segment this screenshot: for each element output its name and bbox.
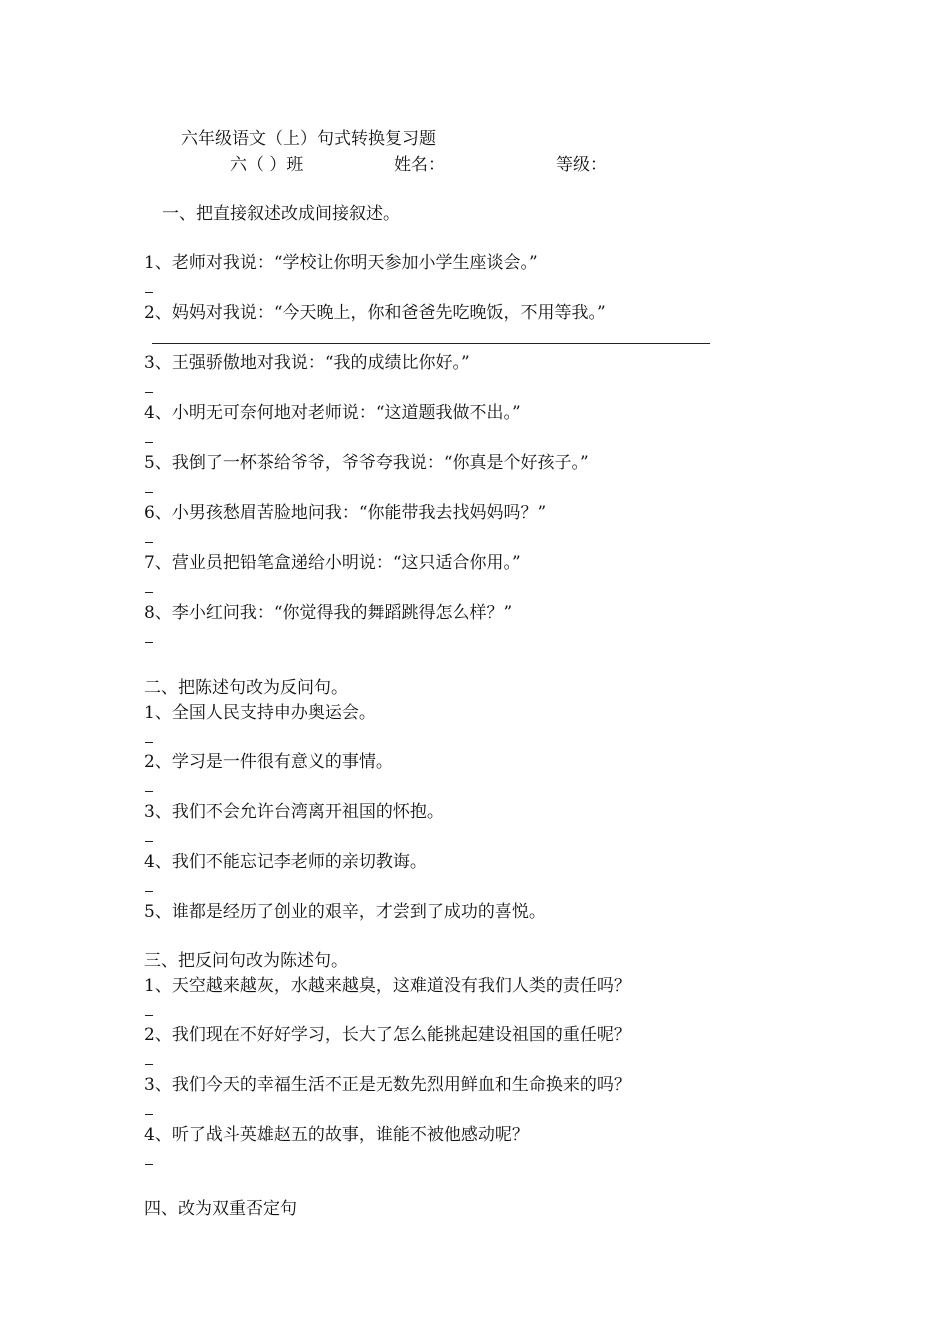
question-item: 2、妈妈对我说：“今天晚上，你和爸爸先吃晚饭，不用等我。” bbox=[144, 303, 606, 323]
answer-line[interactable] bbox=[145, 292, 153, 293]
name-label: 姓名： bbox=[394, 155, 445, 175]
question-item: 4、小明无可奈何地对老师说：“这道题我做不出。” bbox=[144, 403, 521, 423]
answer-line[interactable] bbox=[145, 841, 153, 842]
question-item: 5、谁都是经历了创业的艰辛，才尝到了成功的喜悦。 bbox=[144, 902, 546, 922]
answer-line[interactable] bbox=[145, 642, 153, 643]
class-label: 六（ ）班 bbox=[230, 155, 304, 175]
answer-line[interactable] bbox=[145, 742, 153, 743]
answer-line[interactable] bbox=[145, 592, 153, 593]
answer-line[interactable] bbox=[152, 343, 710, 344]
question-item: 8、李小红问我：“你觉得我的舞蹈跳得怎么样？” bbox=[144, 603, 513, 623]
answer-line[interactable] bbox=[145, 1064, 153, 1065]
question-item: 3、我们今天的幸福生活不正是无数先烈用鲜血和生命换来的吗？ bbox=[144, 1075, 631, 1095]
question-item: 2、我们现在不好好学习，长大了怎么能挑起建设祖国的重任呢？ bbox=[144, 1025, 631, 1045]
question-item: 3、我们不会允许台湾离开祖国的怀抱。 bbox=[144, 802, 444, 822]
section-heading: 四、改为双重否定句 bbox=[144, 1199, 297, 1219]
question-item: 5、我倒了一杯茶给爷爷，爷爷夸我说：“你真是个好孩子。” bbox=[144, 453, 589, 473]
answer-line[interactable] bbox=[145, 492, 153, 493]
question-item: 2、学习是一件很有意义的事情。 bbox=[144, 752, 393, 772]
answer-line[interactable] bbox=[145, 1164, 153, 1165]
question-item: 1、老师对我说：“学校让你明天参加小学生座谈会。” bbox=[144, 253, 538, 273]
question-item: 1、全国人民支持申办奥运会。 bbox=[144, 703, 376, 723]
grade-label: 等级： bbox=[556, 155, 607, 175]
question-item: 4、听了战斗英雄赵五的故事，谁能不被他感动呢？ bbox=[144, 1125, 529, 1145]
answer-line[interactable] bbox=[145, 891, 153, 892]
answer-line[interactable] bbox=[145, 392, 153, 393]
answer-line[interactable] bbox=[145, 1114, 153, 1115]
page-title: 六年级语文（上）句式转换复习题 bbox=[181, 129, 436, 149]
answer-line[interactable] bbox=[145, 442, 153, 443]
question-item: 1、天空越来越灰，水越来越臭，这难道没有我们人类的责任吗？ bbox=[144, 976, 631, 996]
answer-line[interactable] bbox=[145, 1015, 153, 1016]
question-item: 3、王强骄傲地对我说：“我的成绩比你好。” bbox=[144, 353, 470, 373]
section-heading: 三、把反问句改为陈述句。 bbox=[144, 951, 348, 971]
answer-line[interactable] bbox=[145, 542, 153, 543]
answer-line[interactable] bbox=[145, 791, 153, 792]
question-item: 6、小男孩愁眉苦脸地问我：“你能带我去找妈妈吗？” bbox=[144, 503, 547, 523]
section-heading: 二、把陈述句改为反问句。 bbox=[144, 678, 348, 698]
section-heading: 一、把直接叙述改成间接叙述。 bbox=[162, 204, 400, 224]
question-item: 4、我们不能忘记李老师的亲切教诲。 bbox=[144, 852, 427, 872]
question-item: 7、营业员把铅笔盒递给小明说：“这只适合你用。” bbox=[144, 553, 521, 573]
